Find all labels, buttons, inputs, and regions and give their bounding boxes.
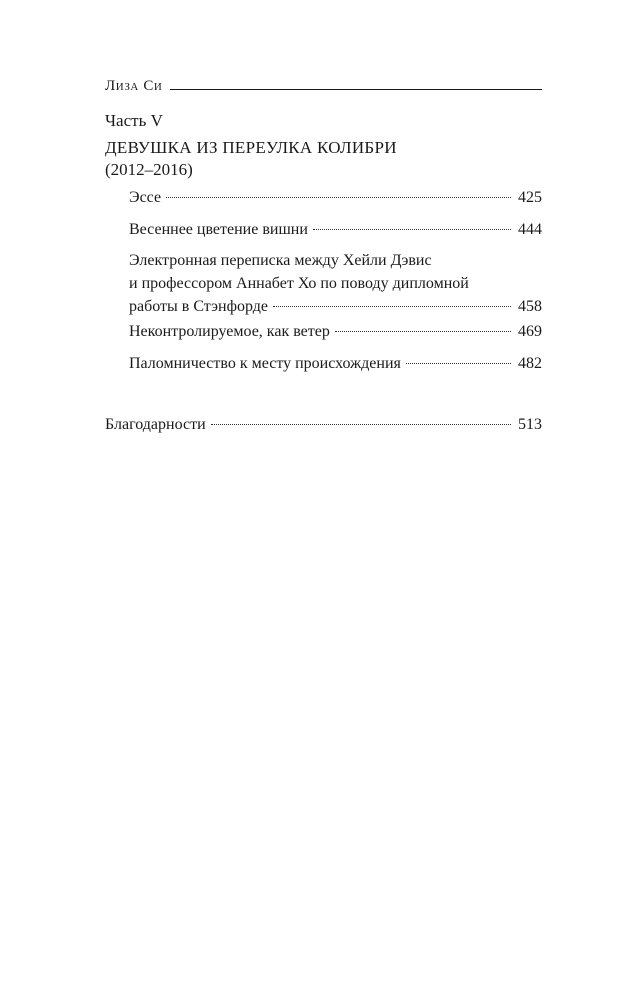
toc-entry-esse[interactable] <box>129 186 542 209</box>
toc-entry-title: Эссе <box>129 189 162 206</box>
dot-leader <box>313 229 511 230</box>
running-head <box>105 74 542 94</box>
part-title: ДЕВУШКА ИЗ ПЕРЕУЛКА КОЛИБРИ <box>105 138 397 157</box>
toc-entry-title: Неконтролируемое, как ветер <box>129 323 330 340</box>
dot-leader <box>273 306 511 307</box>
toc-entry-title: Паломничество к месту происхождения <box>129 355 401 372</box>
dot-leader <box>166 197 511 198</box>
dot-leader <box>211 424 511 425</box>
running-head-author: Лиза Си <box>105 78 163 94</box>
toc-entry-acknowledgments[interactable] <box>105 413 542 436</box>
toc-entry-email-correspondence[interactable] <box>129 249 542 318</box>
running-head-rule <box>170 89 542 90</box>
toc-entry-page: 444 <box>518 221 542 238</box>
part-years: (2012–2016) <box>105 160 193 179</box>
toc-entry-page: 513 <box>518 416 542 433</box>
dot-leader <box>335 331 511 332</box>
toc-entry-page: 425 <box>518 189 542 206</box>
toc-entry-title: Благодарности <box>105 416 206 433</box>
toc-entry-cherry-blossom[interactable] <box>129 218 542 241</box>
toc-entry-title-line: и профессором Аннабет Хо по поводу дипломной <box>129 275 469 292</box>
toc-entry-title-line: Электронная переписка между Хейли Дэвис <box>129 252 432 269</box>
toc-entry-page: 469 <box>518 323 542 340</box>
toc-entry-page: 458 <box>518 298 542 315</box>
toc-entry-title: работы в Стэнфорде <box>129 298 269 315</box>
part-label: Часть V <box>105 111 163 130</box>
toc-entry-uncontrollable-wind[interactable] <box>129 320 542 343</box>
toc-entry-title: Весеннее цветение вишни <box>129 221 308 238</box>
dot-leader <box>406 363 511 364</box>
toc-entry-page: 482 <box>518 355 542 372</box>
part-heading <box>105 110 542 181</box>
toc-entry-pilgrimage[interactable] <box>129 352 542 375</box>
